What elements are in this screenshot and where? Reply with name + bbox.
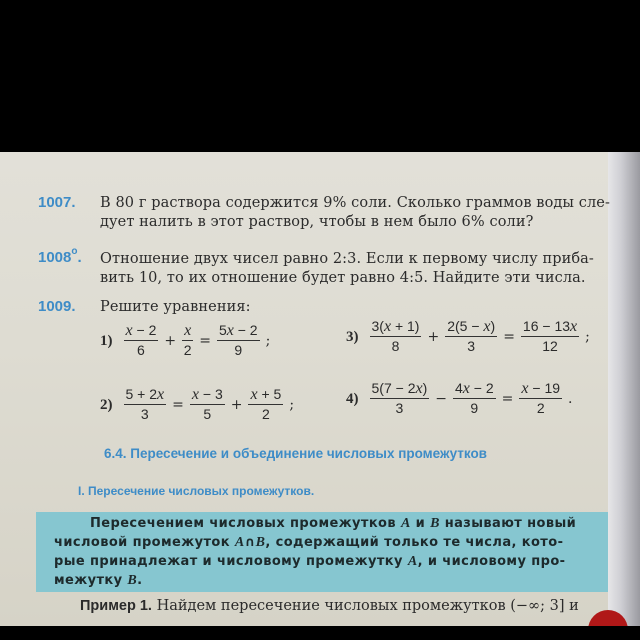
- end-punctuation: ;: [585, 329, 590, 345]
- numerator: 2(5 − x): [447, 318, 496, 335]
- fraction: [124, 386, 167, 424]
- numerator: 16 − 13x: [522, 318, 578, 335]
- problem-1008-line-1: Отношение двух чисел равно 2:3. Если к первому числу приба-: [100, 251, 594, 267]
- problem-1007-line-1: В 80 г раствора содержится 9% соли. Сколько граммов воды сле-: [100, 195, 610, 211]
- definition-line-4: межутку B.: [54, 573, 143, 588]
- denominator: 12: [542, 338, 558, 354]
- equation-label: 3): [346, 328, 359, 345]
- equation-label: 1): [100, 332, 113, 349]
- problem-number-1009: 1009.: [38, 298, 76, 315]
- denominator: 2: [183, 342, 192, 358]
- fraction: [519, 380, 562, 418]
- denominator: 2: [262, 406, 270, 422]
- example-label: Пример 1.: [80, 598, 152, 614]
- problem-1009-prompt: Решите уравнения:: [100, 299, 251, 315]
- fraction: [370, 380, 430, 418]
- operator: =: [199, 333, 211, 349]
- equation-label: 2): [100, 396, 113, 413]
- operator: =: [172, 397, 184, 413]
- denominator: 9: [470, 400, 479, 416]
- operator: +: [164, 333, 177, 349]
- subsection-title: I. Пересечение числовых промежутков.: [78, 484, 315, 498]
- equation-3: [346, 318, 593, 356]
- numerator: 5 + 2x: [125, 386, 165, 403]
- problem-number-1008: $1008^о$.: [38, 246, 82, 266]
- numerator: x: [184, 322, 192, 339]
- end-punctuation: ;: [265, 333, 271, 349]
- fraction: [217, 322, 260, 360]
- numerator: 3(x + 1): [371, 318, 420, 335]
- denominator: 5: [203, 406, 212, 422]
- fraction: [453, 380, 496, 418]
- operator: =: [501, 391, 514, 407]
- example-1: [80, 598, 579, 614]
- photo-black-band-bottom: [0, 626, 640, 640]
- photo-black-band-top: [0, 0, 640, 152]
- numerator: 4x − 2: [455, 380, 494, 397]
- denominator: 3: [467, 338, 476, 354]
- equation-2: [100, 386, 297, 424]
- operator: +: [230, 397, 243, 413]
- fraction: [521, 318, 579, 356]
- denominator: 9: [234, 342, 243, 358]
- numerator: 5(7 − 2x): [371, 380, 428, 397]
- numerator: x − 2: [125, 322, 157, 339]
- section-title: 6.4. Пересечение и объединение числовых промежутков: [104, 446, 487, 461]
- fraction: [190, 386, 225, 424]
- equation-label: 4): [346, 390, 359, 407]
- equation-1: [100, 322, 273, 360]
- fraction: [248, 386, 283, 424]
- numerator: x − 3: [191, 386, 223, 403]
- fraction: [124, 322, 159, 360]
- denominator: 3: [140, 406, 149, 422]
- denominator: 8: [391, 338, 400, 354]
- definition-line-2: числовой промежуток A∩B, содержащий только те числа, кото-: [54, 535, 564, 550]
- page-edge-shadow: [608, 152, 640, 626]
- denominator: 3: [395, 400, 404, 416]
- end-punctuation: .: [568, 391, 573, 407]
- definition-line-1: Пересечением числовых промежутков A и B называют новый: [90, 516, 577, 531]
- operator: =: [503, 329, 515, 345]
- denominator: 2: [536, 400, 545, 416]
- difficulty-marker: о: [71, 246, 78, 257]
- denominator: 6: [137, 342, 145, 358]
- fraction: [445, 318, 497, 356]
- fraction: [370, 318, 422, 356]
- numerator: x + 5: [250, 386, 282, 403]
- operator: −: [435, 391, 447, 407]
- numerator: 5x − 2: [218, 322, 258, 339]
- definition-text: [54, 514, 606, 590]
- equation-4: [346, 380, 575, 418]
- definition-line-3: рые принадлежат и числовому промежутку A, и числовому про-: [54, 554, 566, 569]
- problem-number-1007: 1007.: [38, 194, 76, 211]
- example-text: Найдем пересечение числовых промежутков (−∞; 3] и: [156, 598, 579, 614]
- problem-1008-line-2: вить 10, то их отношение будет равно 4:5. Найдите эти числа.: [100, 270, 586, 286]
- end-punctuation: ;: [289, 397, 295, 413]
- numerator: x − 19: [521, 380, 561, 397]
- problem-1007-line-2: дует налить в этот раствор, чтобы в нем было 6% соли?: [100, 214, 534, 230]
- fraction: [182, 322, 193, 360]
- operator: +: [427, 329, 440, 345]
